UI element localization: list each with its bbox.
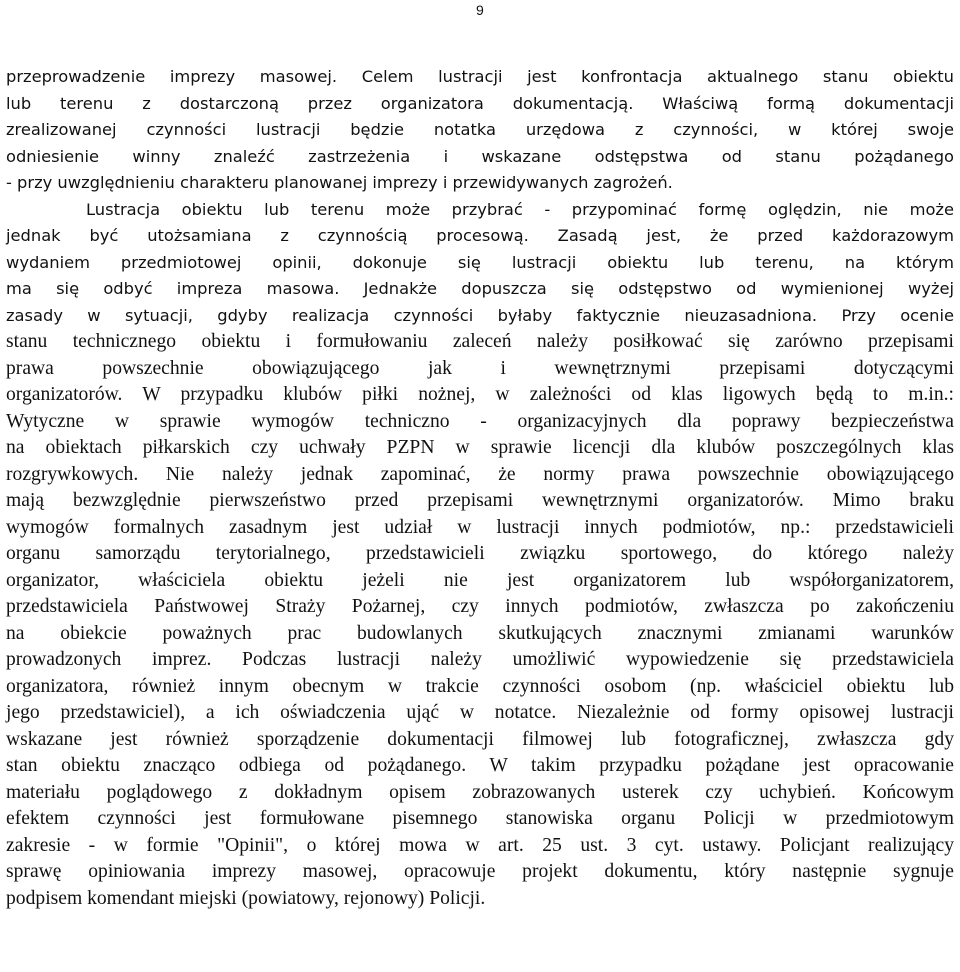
text-line: mają bezwzględnie pierwszeństwo przed przepisami wewnętrznymi organizatorów. Mimo braku xyxy=(6,490,954,511)
text-line: jednak być utożsamiana z czynnością procesową. Zasadą jest, że przed każdorazowym xyxy=(6,226,954,245)
text-line: podpisem komendant miejski (powiatowy, rejonowy) Policji. xyxy=(6,887,486,909)
text-line: wskazane jest również sporządzenie dokumentacji filmowej lub fotograficznej, zwłaszcza gdy xyxy=(6,728,954,750)
text-line: organizatorów. W przypadku klubów piłki nożnej, w zależności od klas ligowych będą to m.in.: xyxy=(6,384,954,405)
text-line: prawa powszechnie obowiązującego jak i wewnętrznymi przepisami dotyczącymi xyxy=(6,357,954,379)
text-line: efektem czynności jest formułowane pisemnego stanowiska organu Policji w przedmiotowym xyxy=(6,808,954,829)
document-body xyxy=(6,64,954,912)
text-line: wydaniem przedmiotowej opinii, dokonuje się lustracji obiektu lub terenu, na którym xyxy=(6,252,954,272)
text-line: lub terenu z dostarczoną przez organizatora dokumentacją. Właściwą formą dokumentacji xyxy=(6,93,954,113)
text-line: odniesienie winny znaleźć zastrzeżenia i wskazane odstępstwa od stanu pożądanego xyxy=(6,146,954,166)
text-line: organizatora, również innym obecnym w trakcie czynności osobom (np. właściciel obiektu lub xyxy=(6,675,954,697)
text-line: organizator, właściciela obiektu jeżeli nie jest organizatorem lub współorganizatorem, xyxy=(6,569,954,591)
text-line: materiału poglądowego z dokładnym opisem zobrazowanych usterek czy uchybień. Końcowym xyxy=(6,781,954,803)
text-line: zakresie - w formie "Opinii", o której mowa w art. 25 ust. 3 cyt. ustawy. Policjant realizujący xyxy=(6,834,954,856)
text-line: wymogów formalnych zasadnym jest udział w lustracji innych podmiotów, np.: przedstawicieli xyxy=(6,516,954,538)
text-line: - przy uwzględnieniu charakteru planowanej imprezy i przewidywanych zagrożeń. xyxy=(6,173,673,192)
text-line: na obiektach piłkarskich czy uchwały PZPN w sprawie licencji dla klubów poszczególnych klas xyxy=(6,437,954,458)
text-line: sprawę opiniowania imprezy masowej, opracowuje projekt dokumentu, który następnie sygnuje xyxy=(6,861,954,882)
text-line: zrealizowanej czynności lustracji będzie notatka urzędowa z czynności, w której swoje xyxy=(6,120,954,139)
text-line: stan obiektu znacząco odbiega od pożądanego. W takim przypadku pożądane jest opracowanie xyxy=(6,755,954,776)
text-line: zasady w sytuacji, gdyby realizacja czynności byłaby faktycznie nieuzasadniona. Przy ocenie xyxy=(6,305,954,325)
text-line: na obiekcie poważnych prac budowlanych skutkujących znacznymi zmianami warunków xyxy=(6,622,954,644)
text-line: jego przedstawiciel), a ich oświadczenia ująć w notatce. Niezależnie od formy opisowej lustracji xyxy=(6,702,954,723)
text-line: organu samorządu terytorialnego, przedstawicieli związku sportowego, do którego należy xyxy=(6,543,954,564)
text-line: ma się odbyć impreza masowa. Jednakże dopuszcza się odstępstwo od wymienionej wyżej xyxy=(6,279,954,298)
text-line: Wytyczne w sprawie wymogów techniczno - organizacyjnych dla poprawy bezpieczeństwa xyxy=(6,410,954,432)
text-line: przeprowadzenie imprezy masowej. Celem lustracji jest konfrontacja aktualnego stanu obiektu xyxy=(6,67,954,86)
text-line: prowadzonych imprez. Podczas lustracji należy umożliwić wypowiedzenie się przedstawiciela xyxy=(6,649,954,670)
text-line: rozgrywkowych. Nie należy jednak zapominać, że normy prawa powszechnie obowiązującego xyxy=(6,463,954,485)
text-line: Lustracja obiektu lub terenu może przybrać - przypominać formę oględzin, nie może xyxy=(86,199,954,219)
page-number: 9 xyxy=(476,2,484,18)
text-line: przedstawiciela Państwowej Straży Pożarnej, czy innych podmiotów, zwłaszcza po zakończeniu xyxy=(6,596,954,617)
text-line: stanu technicznego obiektu i formułowaniu zaleceń należy posiłkować się zarówno przepisami xyxy=(6,331,954,352)
